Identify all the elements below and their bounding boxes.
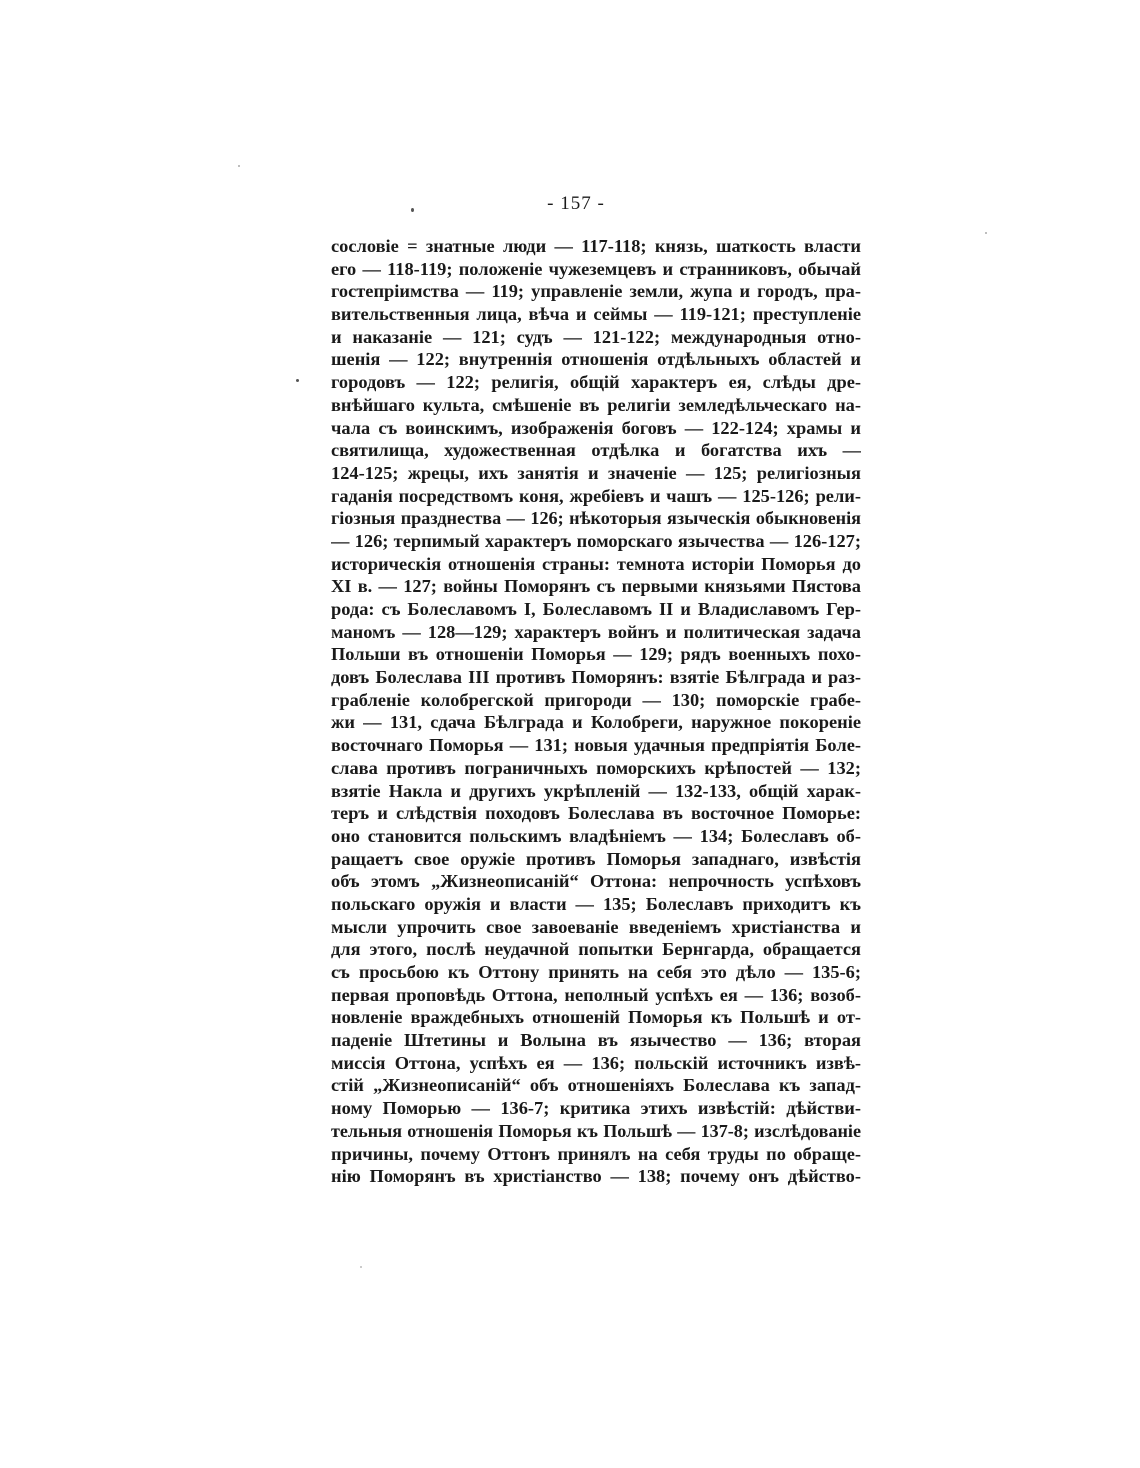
text-line: историческія отношенія страны: темнота исторіи Поморья до: [331, 553, 861, 574]
text-line: слава противъ пограничныхъ поморскихъ крѣпостей — 132;: [331, 757, 861, 778]
text-line: грабленіе колобрегской пригороди — 130; поморскіе грабе-: [331, 689, 861, 710]
scan-speck: [985, 232, 987, 234]
body-text: [331, 235, 861, 1188]
text-line: сословіе = знатные люди — 117-118; князь, шаткость власти: [331, 236, 861, 256]
text-line: тельныя отношенія Поморья къ Польшѣ — 137-8; изслѣдованіе: [331, 1120, 861, 1141]
text-line: жи — 131, сдача Бѣлграда и Колобреги, наружное покореніе: [331, 712, 861, 733]
text-line: новленіе враждебныхъ отношеній Поморья къ Польшѣ и от-: [331, 1007, 861, 1028]
text-line: гіозныя празднества — 126; нѣкоторыя языческія обыкновенія: [331, 508, 861, 529]
text-line: гостепріимства — 119; управленіе земли, жупа и городъ, пра-: [331, 281, 861, 302]
text-line: внѣйшаго культа, смѣшеніе въ религіи земледѣльческаго на-: [331, 394, 861, 415]
scan-speck: [296, 379, 299, 382]
text-line: ращаетъ свое оружіе противъ Поморья западнаго, извѣстія: [331, 848, 861, 869]
text-line: вительственныя лица, вѣча и сеймы — 119-121; преступленіе: [331, 304, 861, 325]
text-line: 124-125; жрецы, ихъ занятія и значеніе — 125; религіозныя: [331, 462, 861, 483]
text-line: взятіе Накла и другихъ укрѣпленій — 132-133, общій харак-: [331, 780, 861, 801]
text-line: для этого, послѣ неудачной попытки Бернгарда, обращается: [331, 939, 861, 960]
text-line: оно становится польскимъ владѣніемъ — 134; Болеславъ об-: [331, 825, 861, 846]
text-line: чала съ воинскимъ, изображенія боговъ — 122-124; храмы и: [331, 417, 861, 438]
text-line: мысли упрочить свое завоеваніе введеніемъ христіанства и: [331, 916, 861, 937]
text-line: его — 118-119; положеніе чужеземцевъ и странниковъ, обычай: [331, 258, 861, 279]
text-line: гаданія посредствомъ коня, жребіевъ и чашъ — 125-126; рели-: [331, 485, 861, 506]
text-line: паденіе Штетины и Волына въ язычество — 136; вторая: [331, 1030, 861, 1051]
scan-speck: [360, 1266, 362, 1268]
text-line: и наказаніе — 121; судъ — 121-122; международныя отно-: [331, 326, 861, 347]
text-line: стій „Жизнеописаній“ объ отношеніяхъ Болеслава къ запад-: [331, 1075, 861, 1096]
text-line: XI в. — 127; войны Поморянъ съ первыми князьями Пястова: [331, 576, 861, 597]
text-line: шенія — 122; внутреннія отношенія отдѣльныхъ областей и: [331, 349, 861, 370]
text-line: нію Поморянъ въ христіанство — 138; почему онъ дѣйство-: [331, 1166, 861, 1187]
text-line: съ просьбою къ Оттону принять на себя это дѣло — 135-6;: [331, 962, 861, 982]
text-line: теръ и слѣдствія походовъ Болеслава въ восточное Поморье:: [331, 803, 861, 824]
text-line: рода: съ Болеславомъ I, Болеславомъ II и Владиславомъ Гер-: [331, 599, 861, 619]
scan-speck: [411, 208, 414, 212]
scan-speck: [238, 165, 240, 167]
text-line: первая проповѣдь Оттона, неполный успѣхъ ея — 136; возоб-: [331, 984, 861, 1005]
text-line: — 126; терпимый характеръ поморскаго язычества — 126-127;: [331, 530, 861, 551]
text-line: городовъ — 122; религія, общій характеръ ея, слѣды дре-: [331, 372, 861, 393]
page-number: - 157 -: [547, 193, 605, 214]
text-line: миссія Оттона, успѣхъ ея — 136; польскій источникъ извѣ-: [331, 1052, 861, 1073]
text-line: объ этомъ „Жизнеописаній“ Оттона: непрочность успѣховъ: [331, 871, 861, 892]
text-line: ному Поморью — 136-7; критика этихъ извѣстій: дѣйстви-: [331, 1098, 861, 1119]
text-line: святилища, художественная отдѣлка и богатства ихъ —: [331, 440, 861, 461]
text-line: маномъ — 128—129; характеръ войнъ и политическая задача: [331, 621, 861, 642]
text-line: польскаго оружія и власти — 135; Болеславъ приходитъ къ: [331, 893, 861, 914]
text-line: Польши въ отношеніи Поморья — 129; рядъ военныхъ похо-: [331, 644, 861, 665]
text-line: восточнаго Поморья — 131; новыя удачныя предпріятія Боле-: [331, 735, 861, 756]
text-line: довъ Болеслава III противъ Поморянъ: взятіе Бѣлграда и раз-: [331, 667, 861, 688]
text-line: причины, почему Оттонъ принялъ на себя труды по обраще-: [331, 1143, 861, 1164]
